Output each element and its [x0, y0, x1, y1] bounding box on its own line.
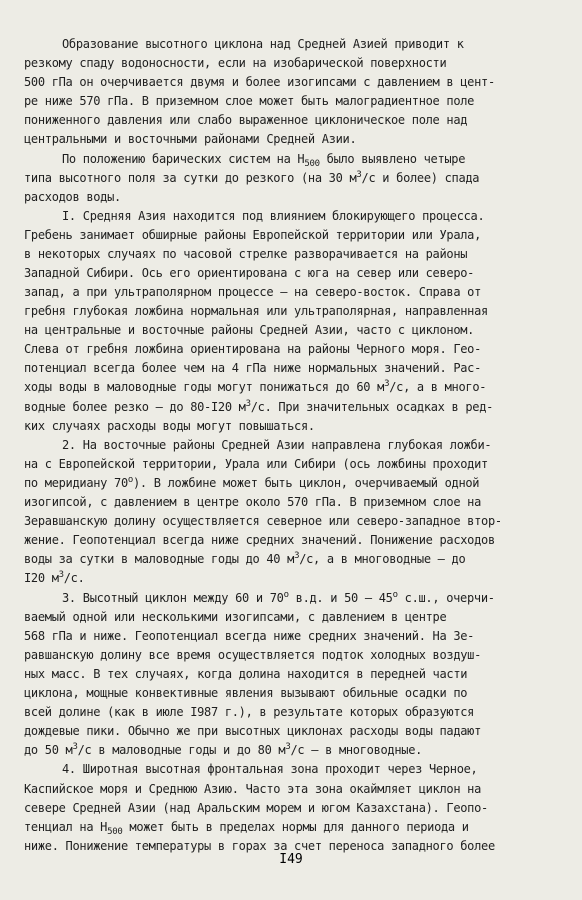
text-line: потенциал всегда более чем на 4 гПа ниже нормальных значений. Рас-	[24, 361, 482, 375]
superscript: 3	[285, 742, 291, 752]
text-line: в некоторых случаях по часовой стрелке разворачивается на районы	[24, 247, 468, 261]
text-line: жение. Геопотенциал всегда ниже средних значений. Понижение расходов	[24, 533, 495, 547]
text-line: резкому спаду водоносности, если на изобарической поверхности	[24, 56, 447, 70]
text-line: пониженного давления или слабо выраженное циклоническое поле над	[24, 113, 468, 127]
text-line: I20 $м^3/с$.	[24, 570, 85, 585]
text-line: дождевые пики. Обычно же при высотных циклонах расходы воды падают	[24, 724, 482, 738]
superscript: 3	[72, 742, 78, 752]
text-line: ких случаях расходы воды могут повышаться.	[24, 419, 315, 433]
text-line: Зеравшанскую долину осуществляется северное или северо-западное втор-	[24, 514, 502, 528]
text-line: I. Средняя Азия находится под влиянием блокирующего процесса.	[62, 209, 485, 223]
text-line: циклона, мощные конвективные явления вызывают обильные осадки по	[24, 686, 468, 700]
superscript: 3	[58, 570, 64, 580]
superscript: о	[392, 590, 398, 600]
text-line: водные более резко – до 80-I20 $м^3/с$. При значительных осадках в ред-	[24, 399, 494, 414]
text-line: изогипсой, с давлением в центре около 570 гПа. В приземном слое на	[24, 495, 482, 509]
text-line: 2. На восточные районы Средней Азии направлена глубокая ложби-	[62, 438, 492, 452]
text-line: 500 гПа он очерчивается двумя и более изогипсами с давлением в цент-	[24, 75, 495, 89]
text-line: Западной Сибири. Ось его ориентирована с юга на север или северо-	[24, 266, 475, 280]
text-line: равшанскую долину все время осуществляется подток холодных воздуш-	[24, 648, 482, 662]
page-number: I49	[279, 852, 303, 867]
superscript: о	[283, 590, 289, 600]
text-line: ных масс. В тех случаях, когда долина находится в передней части	[24, 667, 468, 681]
text-line: гребня глубокая ложбина нормальная или ультраполярная, направленная	[24, 304, 488, 318]
superscript: о	[127, 475, 133, 485]
text-line: на центральные и восточные районы Средней Азии, часто с циклоном.	[24, 323, 475, 337]
text-line: всей долине (как в июле I987 г.), в результате которых образуются	[24, 705, 475, 719]
text-line: запад, а при ультраполярном процессе – на северо-восток. Справа от	[24, 285, 482, 299]
text-line: ниже. Понижение температуры в горах за счет переноса западного более	[24, 839, 495, 853]
text-line: типа высотного поля за сутки до резкого (на 30 $м^3/с$ и более) спада	[24, 170, 480, 185]
text-line: Слева от гребня ложбина ориентирована на районы Черного моря. Гео-	[24, 342, 482, 356]
text-line: по меридиану $70^о$). В ложбине может быть циклон, очерчиваемый одной	[24, 475, 480, 490]
text-line: ходы воды в маловодные годы могут понижаться до 60 $м^3/с$, а в много-	[24, 379, 487, 394]
superscript: 3	[245, 399, 251, 409]
text-line: до 50 $м^3/с$ в маловодные годы и до 80 $м^3/с$ – в многоводные.	[24, 742, 423, 757]
text-line: По положению барических систем на $Н_{500}$ было выявлено четыре	[62, 152, 466, 169]
superscript: 3	[384, 379, 390, 389]
text-line: 4. Широтная высотная фронтальная зона проходит через Черное,	[62, 762, 478, 776]
text-line: ваемый одной или несколькими изогипсами, с давлением в центре	[24, 610, 447, 624]
text-line: ре ниже 570 гПа. В приземном слое может быть малоградиентное поле	[24, 94, 475, 108]
text-line: расходов воды.	[24, 190, 121, 204]
subscript: 500	[107, 827, 123, 837]
text-line: центральными и восточными районами Средней Азии.	[24, 132, 357, 146]
superscript: 3	[294, 551, 300, 561]
text-line: 3. Высотный циклон между 60 и $70^о$ в.д. и $50 - 45^о$ с.ш., очерчи-	[62, 590, 495, 605]
text-line: 568 гПа и ниже. Геопотенциал всегда ниже средних значений. На Зе-	[24, 629, 475, 643]
text-line: тенциал на $Н_{500}$ может быть в пределах нормы для данного периода и	[24, 820, 469, 837]
subscript: 500	[304, 159, 320, 169]
text-line: Гребень занимает обширные районы Европейской территории или Урала,	[24, 228, 482, 242]
text-line: на с Европейской территории, Урала или Сибири (ось ложбины проходит	[24, 457, 488, 471]
text-line: севере Средней Азии (над Аральским морем и югом Казахстана). Геопо-	[24, 801, 488, 815]
text-line: воды за сутки в маловодные годы до 40 $м^3/с$, а в многоводные – до	[24, 551, 466, 566]
text-line: Образование высотного циклона над Средней Азией приводит к	[62, 37, 464, 51]
text-line: Каспийское моря и Среднюю Азию. Часто эта зона окаймляет циклон на	[24, 782, 482, 796]
superscript: 3	[356, 170, 362, 180]
